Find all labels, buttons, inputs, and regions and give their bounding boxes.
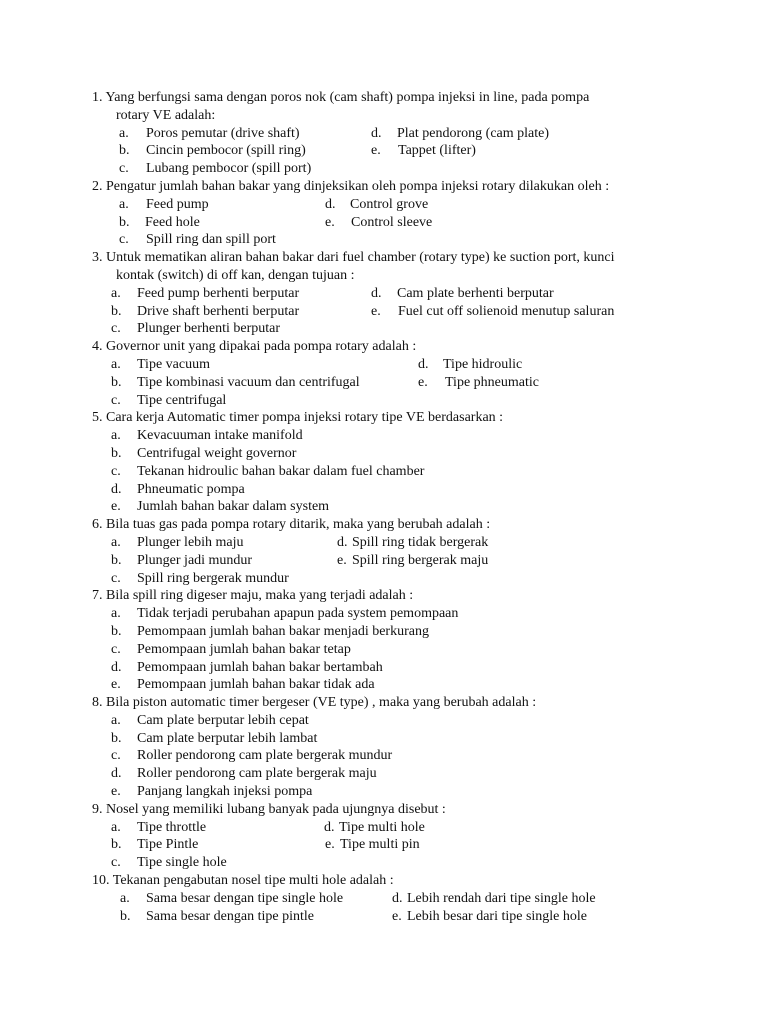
option-e bbox=[111, 783, 312, 801]
option-text: Kevacuuman intake manifold bbox=[137, 428, 303, 444]
option-letter: d. bbox=[324, 819, 335, 835]
option-text: Spill ring tidak bergerak bbox=[352, 534, 489, 550]
option-text: Tipe Pintle bbox=[137, 837, 199, 853]
option-letter: a. bbox=[111, 285, 121, 301]
option-letter: b. bbox=[111, 445, 122, 461]
question-3 bbox=[92, 249, 692, 338]
question-text: 4. Governor unit yang dipakai pada pompa rotary adalah : bbox=[92, 339, 417, 355]
option-text: Tipe centrifugal bbox=[137, 392, 227, 408]
question-4 bbox=[92, 338, 692, 409]
option-row bbox=[92, 231, 692, 249]
option-d bbox=[325, 196, 428, 214]
option-letter: b. bbox=[111, 730, 122, 746]
question-text: 3. Untuk mematikan aliran bahan bakar dari fuel chamber (rotary type) ke suction port, kunci bbox=[92, 250, 615, 266]
option-d bbox=[111, 659, 383, 677]
option-letter: d. bbox=[418, 356, 429, 372]
option-letter: d. bbox=[337, 534, 348, 550]
option-d bbox=[371, 125, 549, 143]
option-letter: b. bbox=[111, 623, 122, 639]
option-text: Spill ring bergerak maju bbox=[352, 552, 489, 568]
question-2 bbox=[92, 178, 692, 249]
option-a bbox=[111, 534, 244, 552]
option-row bbox=[92, 605, 692, 623]
option-d bbox=[337, 534, 488, 552]
option-text: Pemompaan jumlah bahan bakar tidak ada bbox=[137, 677, 375, 693]
option-a bbox=[111, 712, 309, 730]
option-text: Cincin pembocor (spill ring) bbox=[146, 143, 306, 159]
option-letter: a. bbox=[119, 125, 129, 141]
option-row bbox=[92, 303, 692, 321]
question-1 bbox=[92, 89, 692, 178]
option-b bbox=[111, 303, 299, 321]
option-text: Phneumatic pompa bbox=[137, 481, 245, 497]
option-letter: e. bbox=[337, 552, 347, 568]
option-text: Tappet (lifter) bbox=[398, 143, 476, 159]
option-row bbox=[92, 641, 692, 659]
question-text: 8. Bila piston automatic timer bergeser (VE type) , maka yang berubah adalah : bbox=[92, 695, 537, 711]
option-row bbox=[92, 854, 692, 872]
option-text: Control sleeve bbox=[351, 214, 433, 230]
option-text: Drive shaft berhenti berputar bbox=[137, 303, 300, 319]
option-letter: d. bbox=[371, 125, 382, 141]
question-text: 1. Yang berfungsi sama dengan poros nok (cam shaft) pompa injeksi in line, pada pompa bbox=[92, 90, 590, 105]
option-text: Tipe single hole bbox=[137, 855, 227, 871]
option-text: Pemompaan jumlah bahan bakar tetap bbox=[137, 641, 351, 657]
option-row bbox=[92, 498, 692, 516]
option-b bbox=[111, 730, 317, 748]
option-text: Cam plate berputar lebih cepat bbox=[137, 712, 309, 728]
option-a bbox=[119, 196, 209, 214]
option-c bbox=[111, 747, 392, 765]
option-a bbox=[119, 125, 300, 143]
option-b bbox=[119, 214, 200, 232]
option-c bbox=[119, 231, 276, 249]
option-text: Tipe multi pin bbox=[340, 837, 420, 853]
option-letter: d. bbox=[325, 196, 336, 212]
option-letter: a. bbox=[111, 712, 121, 728]
option-row bbox=[92, 285, 692, 303]
question-text-continued: kontak (switch) di off kan, dengan tujuan : bbox=[116, 267, 355, 283]
option-e bbox=[325, 214, 432, 232]
option-row bbox=[92, 819, 692, 837]
option-row bbox=[92, 481, 692, 499]
option-text: Feed hole bbox=[145, 214, 200, 230]
option-letter: a. bbox=[111, 819, 121, 835]
option-row bbox=[92, 374, 692, 392]
option-letter: b. bbox=[111, 552, 122, 568]
option-c bbox=[111, 854, 227, 872]
option-row bbox=[92, 142, 692, 160]
option-b bbox=[111, 374, 360, 392]
option-letter: d. bbox=[371, 285, 382, 301]
option-a bbox=[111, 356, 210, 374]
option-text: Sama besar dengan tipe single hole bbox=[146, 890, 344, 906]
option-letter: a. bbox=[111, 356, 121, 372]
option-e bbox=[111, 498, 329, 516]
option-letter: e. bbox=[325, 214, 335, 230]
option-row bbox=[92, 160, 692, 178]
option-text: Tipe multi hole bbox=[339, 819, 425, 835]
option-text: Panjang langkah injeksi pompa bbox=[137, 784, 313, 800]
option-letter: c. bbox=[111, 748, 121, 764]
option-letter: c. bbox=[111, 463, 121, 479]
option-letter: b. bbox=[111, 303, 122, 319]
option-e bbox=[337, 552, 488, 570]
option-row bbox=[92, 747, 692, 765]
option-text: Feed pump berhenti berputar bbox=[137, 285, 300, 301]
option-text: Jumlah bahan bakar dalam system bbox=[137, 499, 330, 515]
question-text-continued: rotary VE adalah: bbox=[116, 107, 216, 123]
option-row bbox=[92, 890, 692, 908]
option-b bbox=[111, 623, 429, 641]
option-letter: e. bbox=[371, 143, 381, 159]
option-letter: b. bbox=[111, 837, 122, 853]
option-row bbox=[92, 427, 692, 445]
option-row bbox=[92, 356, 692, 374]
option-d bbox=[371, 285, 554, 303]
option-row bbox=[92, 552, 692, 570]
option-row bbox=[92, 730, 692, 748]
option-text: Centrifugal weight governor bbox=[137, 445, 297, 461]
option-d bbox=[324, 819, 425, 837]
option-c bbox=[111, 320, 280, 338]
question-text: 10. Tekanan pengabutan nosel tipe multi hole adalah : bbox=[92, 873, 394, 889]
question-10 bbox=[92, 872, 692, 925]
option-letter: d. bbox=[111, 481, 122, 497]
option-letter: b. bbox=[119, 143, 130, 159]
option-c bbox=[119, 160, 311, 178]
option-c bbox=[111, 641, 351, 659]
option-letter: c. bbox=[111, 392, 121, 408]
option-text: Plunger berhenti berputar bbox=[137, 321, 281, 337]
option-letter: a. bbox=[111, 428, 121, 444]
option-text: Tipe phneumatic bbox=[445, 374, 539, 390]
option-row bbox=[92, 623, 692, 641]
option-row bbox=[92, 783, 692, 801]
option-letter: e. bbox=[111, 784, 121, 800]
option-a bbox=[111, 605, 458, 623]
option-letter: e. bbox=[111, 499, 121, 515]
option-row bbox=[92, 765, 692, 783]
option-row bbox=[92, 570, 692, 588]
option-text: Spill ring bergerak mundur bbox=[137, 570, 289, 586]
option-text: Poros pemutar (drive shaft) bbox=[146, 125, 300, 141]
question-list bbox=[92, 89, 692, 925]
option-text: Spill ring dan spill port bbox=[146, 232, 276, 248]
option-letter: c. bbox=[111, 641, 121, 657]
option-c bbox=[111, 463, 424, 481]
option-text: Control grove bbox=[350, 196, 429, 212]
question-text: 9. Nosel yang memiliki lubang banyak pada ujungnya disebut : bbox=[92, 801, 446, 817]
option-text: Cam plate berputar lebih lambat bbox=[137, 730, 318, 746]
option-row bbox=[92, 836, 692, 854]
option-b bbox=[111, 552, 252, 570]
question-text: 5. Cara kerja Automatic timer pompa injeksi rotary tipe VE berdasarkan : bbox=[92, 410, 504, 426]
option-letter: c. bbox=[111, 321, 121, 337]
option-letter: a. bbox=[120, 890, 130, 906]
option-letter: b. bbox=[119, 214, 130, 230]
option-d bbox=[111, 765, 377, 783]
option-text: Pemompaan jumlah bahan bakar menjadi berkurang bbox=[137, 623, 429, 639]
option-a bbox=[111, 285, 299, 303]
option-row bbox=[92, 125, 692, 143]
option-text: Tipe hidroulic bbox=[443, 356, 523, 372]
option-e bbox=[392, 908, 587, 926]
option-letter: d. bbox=[111, 766, 122, 782]
option-row bbox=[92, 196, 692, 214]
option-a bbox=[111, 819, 206, 837]
option-letter: d. bbox=[392, 890, 403, 906]
option-row bbox=[92, 320, 692, 338]
question-6 bbox=[92, 516, 692, 587]
option-a bbox=[120, 890, 343, 908]
option-letter: a. bbox=[111, 534, 121, 550]
option-text: Tidak terjadi perubahan apapun pada system pemompaan bbox=[137, 606, 459, 622]
option-text: Tekanan hidroulic bahan bakar dalam fuel chamber bbox=[137, 463, 425, 479]
option-d bbox=[392, 890, 596, 908]
option-b bbox=[119, 142, 306, 160]
question-5 bbox=[92, 409, 692, 516]
option-c bbox=[111, 570, 289, 588]
option-text: Roller pendorong cam plate bergerak maju bbox=[137, 766, 377, 782]
option-text: Fuel cut off solienoid menutup saluran bbox=[398, 303, 615, 319]
option-row bbox=[92, 659, 692, 677]
option-b bbox=[111, 836, 198, 854]
option-text: Sama besar dengan tipe pintle bbox=[146, 908, 314, 924]
option-letter: a. bbox=[119, 196, 129, 212]
option-row bbox=[92, 214, 692, 232]
option-letter: c. bbox=[119, 161, 129, 177]
option-row bbox=[92, 908, 692, 926]
option-letter: c. bbox=[111, 855, 121, 871]
option-e bbox=[371, 303, 614, 321]
option-text: Plat pendorong (cam plate) bbox=[397, 125, 550, 141]
option-e bbox=[371, 142, 476, 160]
option-text: Lebih besar dari tipe single hole bbox=[407, 908, 587, 924]
option-d bbox=[111, 481, 245, 499]
option-e bbox=[111, 676, 375, 694]
option-text: Pemompaan jumlah bahan bakar bertambah bbox=[137, 659, 383, 675]
option-letter: c. bbox=[111, 570, 121, 586]
question-text: 2. Pengatur jumlah bahan bakar yang dinjeksikan oleh pompa injeksi rotary dilakukan oleh : bbox=[92, 178, 610, 194]
option-text: Roller pendorong cam plate bergerak mundur bbox=[137, 748, 393, 764]
option-text: Cam plate berhenti berputar bbox=[397, 285, 554, 301]
option-letter: b. bbox=[120, 908, 131, 924]
option-letter: b. bbox=[111, 374, 122, 390]
option-letter: e. bbox=[392, 908, 402, 924]
question-7 bbox=[92, 587, 692, 694]
option-text: Lebih rendah dari tipe single hole bbox=[407, 890, 596, 906]
option-row bbox=[92, 392, 692, 410]
option-text: Plunger jadi mundur bbox=[137, 552, 253, 568]
option-text: Tipe throttle bbox=[137, 819, 207, 835]
option-letter: e. bbox=[371, 303, 381, 319]
option-e bbox=[418, 374, 539, 392]
option-row bbox=[92, 712, 692, 730]
option-text: Feed pump bbox=[146, 196, 209, 212]
option-letter: c. bbox=[119, 232, 129, 248]
option-letter: e. bbox=[418, 374, 428, 390]
option-letter: d. bbox=[111, 659, 122, 675]
option-text: Lubang pembocor (spill port) bbox=[146, 161, 312, 177]
option-text: Plunger lebih maju bbox=[137, 534, 244, 550]
question-9 bbox=[92, 801, 692, 872]
option-row bbox=[92, 676, 692, 694]
option-text: Tipe kombinasi vacuum dan centrifugal bbox=[137, 374, 360, 390]
option-row bbox=[92, 534, 692, 552]
option-letter: a. bbox=[111, 606, 121, 622]
question-text: 6. Bila tuas gas pada pompa rotary ditarik, maka yang berubah adalah : bbox=[92, 517, 491, 533]
option-b bbox=[120, 908, 314, 926]
option-a bbox=[111, 427, 303, 445]
option-row bbox=[92, 463, 692, 481]
option-row bbox=[92, 445, 692, 463]
option-d bbox=[418, 356, 522, 374]
question-8 bbox=[92, 694, 692, 801]
option-b bbox=[111, 445, 296, 463]
question-text: 7. Bila spill ring digeser maju, maka yang terjadi adalah : bbox=[92, 588, 414, 604]
option-letter: e. bbox=[111, 677, 121, 693]
option-e bbox=[325, 836, 420, 854]
option-text: Tipe vacuum bbox=[137, 356, 210, 372]
option-c bbox=[111, 392, 226, 410]
option-letter: e. bbox=[325, 837, 335, 853]
